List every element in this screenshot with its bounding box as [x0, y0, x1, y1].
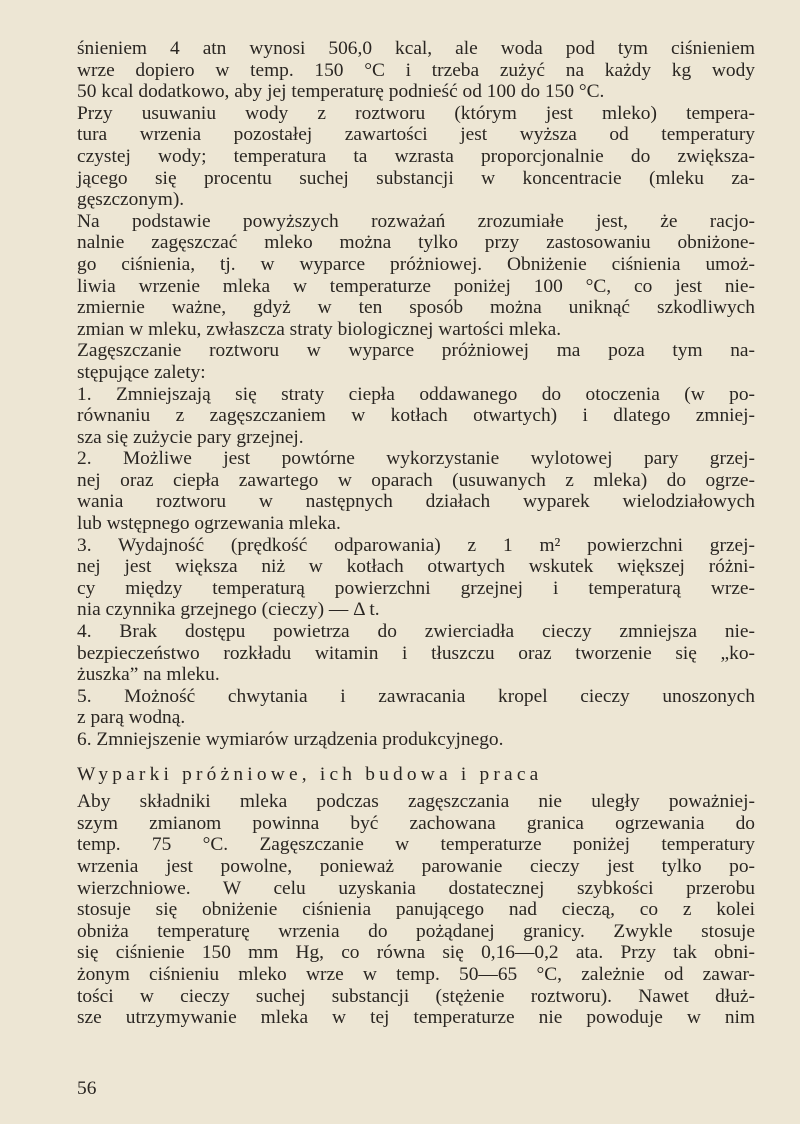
text-line: 50 kcal dodatkowo, aby jej temperaturę podnieść od 100 do 150 °C. [77, 81, 605, 103]
text-line: nia czynnika grzejnego (cieczy) — Δ t. [77, 599, 380, 621]
text-line: cy między temperaturą powierzchni grzejnej i temperaturą wrze- [77, 577, 755, 599]
list-item-3: 3. Wydajność (prędkość odparowania) z 1 m² powierzchni grzej- [77, 534, 755, 556]
text-line: gęszczonym). [77, 189, 185, 211]
text-line: żonym ciśnieniu mleko wrze w temp. 50—65 °C, zależnie od zawar- [77, 963, 755, 985]
text-line: śnieniem 4 atn wynosi 506,0 kcal, ale woda pod tym ciśnieniem [77, 38, 755, 59]
text-line: zmian w mleku, zwłaszcza straty biologicznej wartości mleka. [77, 318, 562, 340]
list-item-4: 4. Brak dostępu powietrza do zwierciadła cieczy zmniejsza nie- [77, 621, 755, 643]
page-body-text [77, 38, 755, 1029]
list-item-5: 5. Możność chwytania i zawracania kropel cieczy unoszonych [77, 685, 755, 707]
text-line: bezpieczeństwo rozkładu witamin i tłuszczu oraz tworzenie się „ko- [77, 642, 755, 664]
text-line: szym zmianom powinna być zachowana granica ogrzewania do [77, 812, 755, 834]
text-line: Przy usuwaniu wody z roztworu (którym jest mleko) tempera- [77, 102, 755, 124]
text-line: nej jest większa niż w kotłach otwartych wskutek większej różni- [77, 556, 755, 578]
text-line: stępujące zalety: [77, 361, 206, 383]
text-line: się ciśnienie 150 mm Hg, co równa się 0,16—0,2 ata. Przy tak obni- [77, 942, 755, 964]
text-line: tości w cieczy suchej substancji (stężenie roztworu). Nawet dłuż- [77, 985, 755, 1007]
list-item-6: 6. Zmniejszenie wymiarów urządzenia produkcyjnego. [77, 729, 504, 750]
text-line: temp. 75 °C. Zagęszczanie w temperaturze poniżej temperatury [77, 834, 755, 856]
text-line: czystej wody; temperatura ta wzrasta proporcjonalnie do zwiększa- [77, 145, 755, 167]
text-line: Na podstawie powyższych rozważań zrozumiałe jest, że racjo- [77, 210, 755, 232]
section-heading: Wyparki próżniowe, ich budowa i praca [77, 763, 543, 785]
text-line: stosuje się obniżenie ciśnienia panującego nad cieczą, co z kolei [77, 899, 755, 921]
page-number: 56 [77, 1078, 97, 1099]
text-line: obniża temperaturę wrzenia do pożądanej granicy. Zwykle stosuje [77, 920, 755, 942]
text-line: wierzchniowe. W celu uzyskania dostatecznej szybkości przerobu [77, 877, 755, 899]
text-line: lub wstępnego ogrzewania mleka. [77, 513, 341, 535]
text-line: sza się zużycie pary grzejnej. [77, 426, 304, 448]
text-line: z parą wodną. [77, 707, 186, 729]
text-line: zmiernie ważne, gdyż w ten sposób można uniknąć szkodliwych [77, 297, 755, 319]
text-line: tura wrzenia pozostałej zawartości jest wyższa od temperatury [77, 124, 755, 146]
text-line: go ciśnienia, tj. w wyparce próżniowej. Obniżenie ciśnienia umoż- [77, 253, 755, 275]
list-item-2: 2. Możliwe jest powtórne wykorzystanie wylotowej pary grzej- [77, 448, 755, 470]
text-line: wania roztworu w następnych działach wyparek wielodziałowych [77, 491, 755, 513]
text-line: jącego się procentu suchej substancji w koncentracie (mleku za- [77, 167, 755, 189]
text-line: nej oraz ciepła zawartego w oparach (usuwanych z mleka) do ogrze- [77, 469, 755, 491]
text-line: nalnie zagęszczać mleko można tylko przy zastosowaniu obniżone- [77, 232, 755, 254]
text-line: sze utrzymywanie mleka w tej temperaturze nie powoduje w nim [77, 1007, 755, 1029]
text-line: liwia wrzenie mleka w temperaturze poniżej 100 °C, co jest nie- [77, 275, 755, 297]
text-line: Aby składniki mleka podczas zagęszczania nie uległy poważniej- [77, 791, 755, 813]
text-line: wrzenia jest powolne, ponieważ parowanie cieczy jest tylko po- [77, 855, 755, 877]
list-item-1: 1. Zmniejszają się straty ciepła oddawanego do otoczenia (w po- [77, 383, 755, 405]
text-line: Zagęszczanie roztworu w wyparce próżniowej ma poza tym na- [77, 340, 755, 362]
text-line: żuszka” na mleku. [77, 664, 220, 686]
text-line: wrze dopiero w temp. 150 °C i trzeba zużyć na każdy kg wody [77, 59, 755, 81]
text-line: równaniu z zagęszczaniem w kotłach otwartych) i dlatego zmniej- [77, 405, 755, 427]
